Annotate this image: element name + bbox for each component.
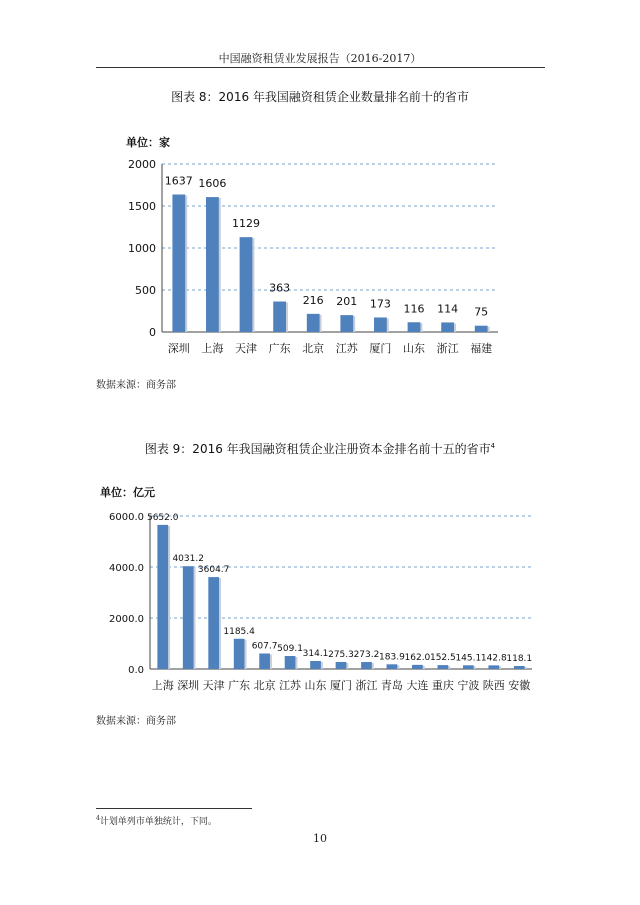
bar — [514, 666, 525, 669]
value-label: 1637 — [164, 174, 193, 188]
value-label: 607.7 — [251, 641, 278, 652]
bar — [259, 654, 270, 669]
value-label: 4031.2 — [172, 554, 204, 565]
x-tick-label: 大连 — [406, 679, 429, 692]
chart2-svg — [0, 500, 640, 705]
x-tick-label: 北京 — [253, 679, 276, 692]
chart1-source: 数据来源：商务部 — [96, 380, 176, 391]
bar — [336, 662, 347, 669]
value-label: 275.3 — [328, 649, 354, 660]
x-tick-label: 深圳 — [167, 342, 190, 355]
chart2-caption-note: 4 — [490, 442, 496, 450]
y-tick-label: 500 — [135, 284, 156, 297]
chart2-source: 数据来源：商务部 — [96, 716, 176, 727]
x-tick-label: 深圳 — [177, 679, 200, 692]
x-tick-label: 陕西 — [482, 679, 505, 692]
bar — [157, 525, 168, 669]
value-label: 363 — [269, 281, 291, 295]
x-tick-label: 江苏 — [335, 342, 358, 355]
x-tick-label: 江苏 — [279, 679, 302, 692]
value-label: 509.1 — [277, 644, 303, 655]
bar — [361, 662, 372, 669]
value-label: 145.1 — [455, 653, 482, 664]
x-tick-label: 山东 — [304, 679, 327, 692]
bar — [206, 197, 219, 332]
chart2-unit: 单位：亿元 — [100, 486, 155, 499]
x-tick-label: 浙江 — [436, 342, 459, 355]
bar — [475, 326, 488, 332]
x-tick-label: 厦门 — [330, 679, 352, 692]
y-tick-label: 1000 — [128, 242, 156, 255]
y-tick-label: 4000.0 — [109, 563, 144, 574]
value-label: 273.2 — [353, 650, 380, 661]
x-tick-label: 浙江 — [355, 679, 378, 692]
bar — [340, 315, 353, 332]
report-header: 中国融资租赁业发展报告（2016-2017） — [218, 52, 422, 65]
bar — [208, 577, 219, 669]
value-label: 116 — [403, 302, 425, 316]
x-tick-label: 安徽 — [508, 679, 531, 692]
y-tick-label: 0 — [149, 326, 156, 339]
x-tick-label: 广东 — [228, 679, 251, 692]
bar — [273, 302, 286, 332]
x-tick-label: 福建 — [470, 342, 493, 355]
bar — [463, 665, 474, 669]
x-tick-label: 青岛 — [380, 679, 403, 692]
value-label: 142.8 — [480, 653, 507, 664]
bar — [172, 194, 185, 332]
x-tick-label: 天津 — [202, 679, 225, 692]
chart2-caption: 图表 9：2016 年我国融资租赁企业注册资本金排名前十五的省市$^4$ — [144, 442, 496, 456]
x-tick-label: 宁波 — [457, 679, 480, 692]
bar — [285, 656, 296, 669]
footnote-mark: 4 — [96, 815, 100, 822]
value-label: 201 — [336, 295, 358, 309]
bar — [441, 322, 454, 332]
bar — [310, 661, 321, 669]
value-label: 183.9 — [379, 652, 405, 663]
y-tick-label: 0.0 — [128, 665, 144, 676]
bar — [374, 317, 387, 332]
x-tick-label: 北京 — [302, 342, 325, 355]
value-label: 75 — [474, 305, 489, 319]
y-tick-label: 2000 — [128, 158, 156, 171]
x-tick-label: 天津 — [235, 342, 257, 355]
y-tick-label: 2000.0 — [109, 614, 144, 625]
value-label: 3604.7 — [197, 565, 230, 576]
value-label: 5652.0 — [146, 512, 179, 523]
header-rule — [96, 67, 545, 68]
bar — [412, 665, 423, 669]
bar — [387, 664, 398, 669]
y-tick-label: 1500 — [128, 200, 156, 213]
value-label: 173 — [369, 297, 391, 311]
x-tick-label: 广东 — [268, 342, 291, 355]
x-tick-label: 上海 — [201, 342, 224, 355]
value-label: 118.1 — [506, 653, 533, 664]
footnote-text: 计划单列市单独统计，下同。 — [99, 817, 217, 827]
x-tick-label: 重庆 — [431, 679, 454, 692]
bar — [488, 665, 499, 669]
bar — [234, 639, 245, 669]
value-label: 152.5 — [429, 653, 456, 664]
value-label: 1185.4 — [223, 626, 255, 637]
footnote-rule — [96, 808, 252, 809]
bar — [438, 665, 449, 669]
page-number: 10 — [313, 832, 327, 845]
chart1-caption: 图表 8：2016 年我国融资租赁企业数量排名前十的省市 — [171, 90, 469, 104]
x-tick-label: 上海 — [151, 679, 174, 692]
footnote — [96, 814, 217, 827]
x-tick-label: 厦门 — [369, 342, 392, 355]
bar — [307, 314, 320, 332]
value-label: 1129 — [232, 217, 260, 231]
chart1-svg — [0, 150, 640, 370]
value-label: 1606 — [198, 177, 227, 191]
value-label: 216 — [302, 293, 324, 307]
value-label: 114 — [437, 302, 459, 316]
bar — [183, 566, 194, 669]
value-label: 162.0 — [404, 652, 431, 663]
chart1-unit: 单位：家 — [126, 136, 170, 149]
x-tick-label: 山东 — [403, 342, 425, 355]
bar — [240, 237, 253, 332]
y-tick-label: 6000.0 — [109, 512, 144, 523]
bar — [408, 322, 421, 332]
value-label: 314.1 — [302, 648, 329, 659]
